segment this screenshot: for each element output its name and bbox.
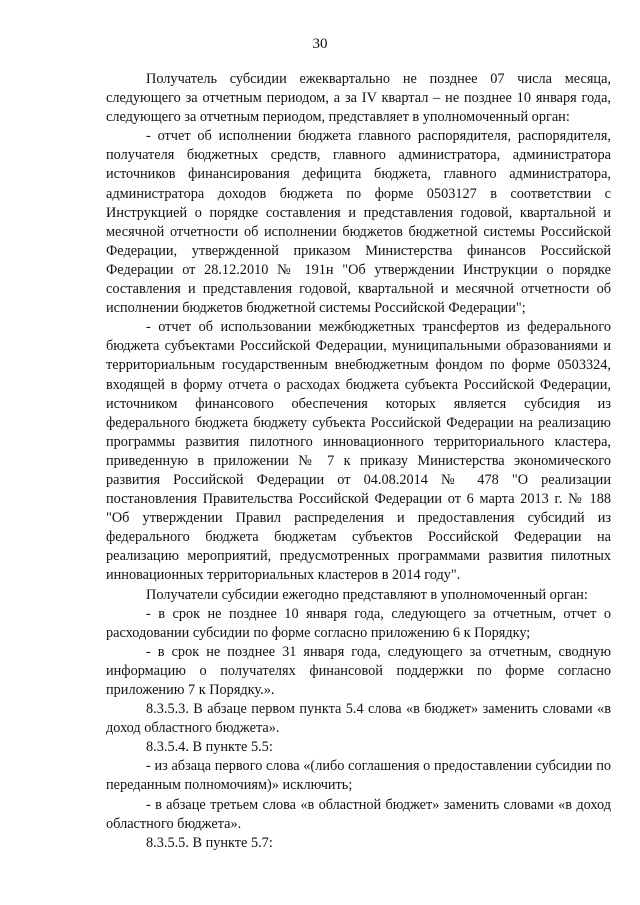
document-body xyxy=(106,70,611,853)
paragraph: 8.3.5.5. В пункте 5.7: xyxy=(146,834,273,851)
paragraph: - из абзаца первого слова «(либо соглашения о предоставлении субсидии по переданным полномочиям)» исключить; xyxy=(106,758,611,794)
paragraph: Получатель субсидии ежеквартально не позднее 07 числа месяца, следующего за отчетным периодом, а за IV квартал – не позднее 10 января года, следующего за отчетным периодом, представляет в уполномоченный орган: xyxy=(106,71,611,126)
paragraph: 8.3.5.3. В абзаце первом пункта 5.4 слова «в бюджет» заменить словами «в доход областного бюджета». xyxy=(106,701,611,737)
paragraph: - отчет об исполнении бюджета главного распорядителя, распорядителя, получателя бюджетных средств, главного администратора, администратора источников финансирования дефицита бюджета, главного администратора, администратора доходов бюджета по форме 0503127 в соответствии с Инструкцией о порядке составления и представления годовой, квартальной и месячной отчетности об исполнении бюджетов бюджетной системы Российской Федерации, утвержденной приказом Министерства финансов Российской Федерации от 28.12.2010 № 191н "Об утверждении Инструкции о порядке составления и представления годовой, квартальной и месячной отчетности об исполнении бюджетов бюджетной системы Российской Федерации"; xyxy=(106,128,611,317)
paragraph: - отчет об использовании межбюджетных трансфертов из федерального бюджета субъектами Российской Федерации, муниципальными образованиями и территориальным государственным внебюджетным фондом по форме 0503324, входящей в форму отчета о расходах бюджета субъекта Российской Федерации, источником финансового обеспечения которых является субсидия из федерального бюджета бюджету субъекта Российской Федерации на реализацию программы развития пилотного инновационного территориального кластера, приведенную в приложении № 7 к приказу Министерства экономического развития Российской Федерации от 04.08.2014 № 478 "О реализации постановления Правительства Российской Федерации от 6 марта 2013 г. № 188 "Об утверждении Правил распределения и предоставления субсидий из федерального бюджета бюджетам субъектов Российской Федерации на реализацию мероприятий, предусмотренных программами развития пилотных инновационных территориальных кластеров в 2014 году". xyxy=(106,319,611,584)
paragraph: - в срок не позднее 10 января года, следующего за отчетным, отчет о расходовании субсидии по форме согласно приложению 6 к Порядку; xyxy=(106,605,611,641)
paragraph: Получатели субсидии ежегодно представляют в уполномоченный орган: xyxy=(146,586,588,603)
paragraph: - в абзаце третьем слова «в областной бюджет» заменить словами «в доход областного бюджета». xyxy=(106,796,611,832)
page-number: 30 xyxy=(312,36,328,52)
paragraph: - в срок не позднее 31 января года, следующего за отчетным, сводную информацию о получателях финансовой поддержки по форме согласно приложению 7 к Порядку.». xyxy=(106,643,611,698)
paragraph: 8.3.5.4. В пункте 5.5: xyxy=(146,739,273,756)
